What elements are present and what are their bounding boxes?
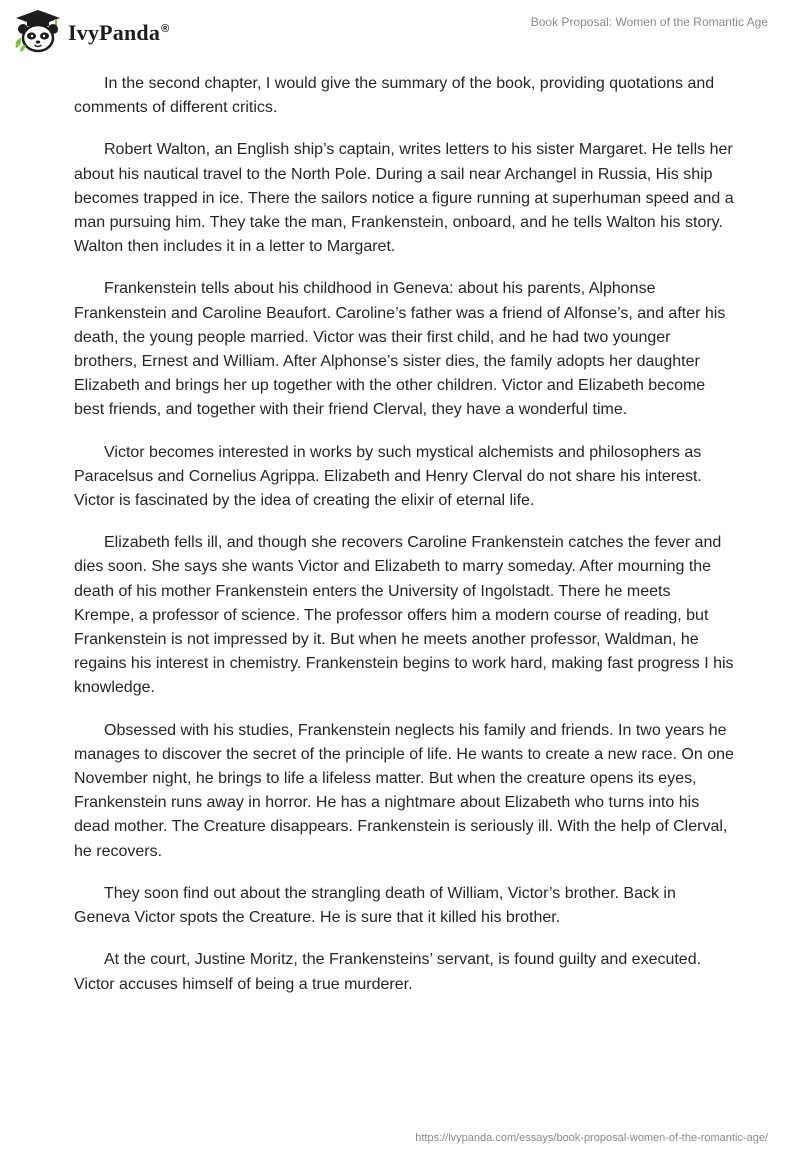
paragraph: Robert Walton, an English ship’s captain, writes letters to his sister Margaret. He tells her about his nautical travel to the North Pole. During a sail near Archangel in Russia, His ship becomes trapped in ice. There the sailors notice a figure running at superhuman speed and a man pursuing him. They take the man, Frankenstein, onboard, and he tells Walton his story. Walton then includes it in a letter to Margaret.	[74, 141, 734, 256]
panda-graduate-icon	[12, 8, 64, 54]
paragraph: They soon find out about the strangling death of William, Victor’s brother. Back in Geneva Victor spots the Creature. He is sure that it killed his brother.	[74, 884, 676, 927]
registered-mark: ®	[161, 22, 170, 35]
logo-wordmark	[68, 20, 169, 46]
paragraph: At the court, Justine Moritz, the Frankensteins’ servant, is found guilty and executed. Victor accuses himself of being a true murderer.	[74, 951, 702, 993]
paragraph: Frankenstein tells about his childhood in Geneva: about his parents, Alphonse Frankenstein and Caroline Beaufort. Caroline’s father was a friend of Alfonse’s, and after his death, the young people married. Victor was their first child, and he had two younger brothers, Ernest and William. After Alphonse’s sister dies, the family adopts her daughter Elizabeth and brings her up together with the other children. Victor and Elizabeth become best friends, and together with their friend Clerval, they have a wonderful time.	[74, 280, 726, 419]
page-header	[0, 0, 800, 60]
paragraph: In the second chapter, I would give the summary of the book, providing quotations and comments of different critics.	[74, 75, 715, 117]
source-url[interactable]: https://ivypanda.com/essays/book-proposal-women-of-the-romantic-age/	[415, 1132, 768, 1144]
logo-name: IvyPanda	[68, 20, 161, 45]
paragraph: Obsessed with his studies, Frankenstein neglects his family and friends. In two years he manages to discover the secret of the principle of life. He wants to create a new race. On one November night, he brings to life a lifeless matter. But when the creature opens its eyes, Frankenstein runs away in horror. He has a nightmare about Elizabeth who turns into his dead mother. The Creature disappears. Frankenstein is seriously ill. With the help of Clerval, he recovers.	[74, 721, 734, 860]
paragraph: Victor becomes interested in works by such mystical alchemists and philosophers as Paracelsus and Cornelius Agrippa. Elizabeth and Henry Clerval do not share his interest. Victor is fascinated by the idea of creating the elixir of eternal life.	[74, 443, 702, 510]
ivypanda-logo[interactable]	[12, 8, 169, 54]
essay-body	[74, 72, 734, 1015]
document-title: Book Proposal: Women of the Romantic Age	[530, 15, 768, 29]
paragraph: Elizabeth fells ill, and though she recovers Caroline Frankenstein catches the fever and dies soon. She says she wants Victor and Elizabeth to marry someday. After mourning the death of his mother Frankenstein enters the University of Ingolstadt. There he meets Krempe, a professor of science. The professor offers him a modern course of reading, but Frankenstein is not impressed by it. But when he meets another professor, Waldman, he regains his interest in chemistry. Frankenstein begins to work hard, making fast progress I his knowledge.	[74, 534, 734, 697]
